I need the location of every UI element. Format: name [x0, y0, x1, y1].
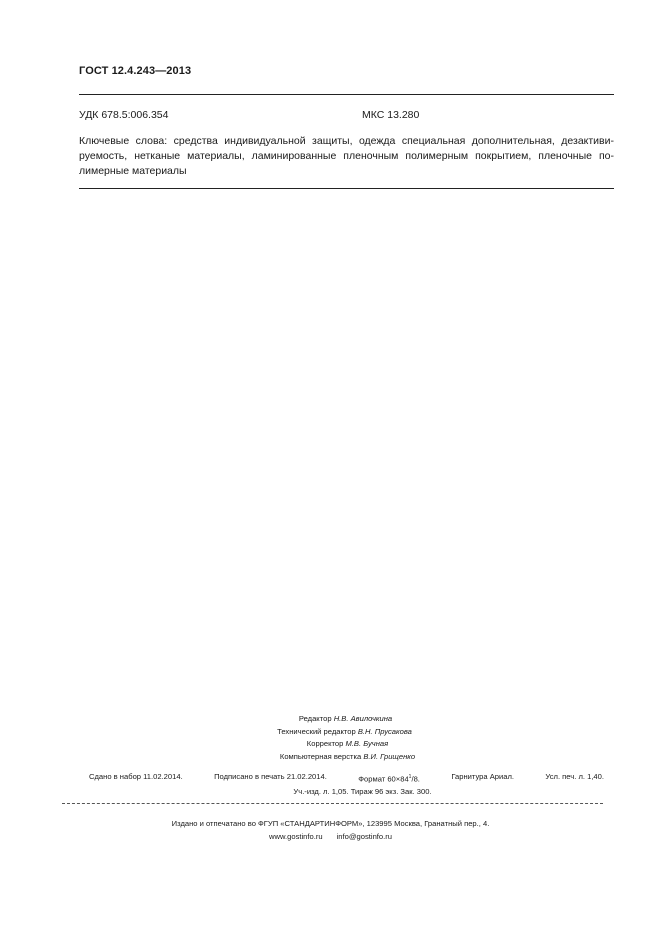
- standard-number: ГОСТ 12.4.243—2013: [79, 65, 192, 77]
- signed-date: Подписано в печать 21.02.2014.: [214, 772, 327, 781]
- typeface: Гарнитура Ариал.: [451, 772, 515, 781]
- keywords-line-1: Ключевые слова: средства индивидуальной защиты, одежда специальная дополнительная, дезактиви-: [79, 135, 614, 147]
- keywords-block: [79, 134, 614, 179]
- credit-editor-label: Редактор: [298, 714, 332, 723]
- top-divider: [79, 94, 614, 95]
- credit-editor: [0, 713, 661, 726]
- credit-proofreader: [0, 738, 661, 751]
- credits-block: [0, 713, 661, 763]
- credit-tech-editor: [0, 726, 661, 739]
- print-info-row-2: Уч.-изд. л. 1,05. Тираж 96 экз. Зак. 300.: [293, 787, 432, 797]
- credit-layout-label: Компьютерная верстка: [279, 751, 362, 761]
- credit-proofreader-label: Корректор: [306, 739, 344, 748]
- paper-format-suffix: /8.: [411, 774, 420, 784]
- credit-proofreader-name: М.В. Бучная: [345, 739, 389, 748]
- credit-editor-name: Н.В. Авилочкина: [333, 714, 393, 723]
- keywords-line-2: руемость, нетканые материалы, ламинированные пленочным полимерным покрытием, пленочные по-: [79, 150, 614, 162]
- publisher-block: [0, 818, 661, 843]
- paper-format: [358, 771, 420, 786]
- submitted-date: Сдано в набор 11.02.2014.: [89, 772, 183, 781]
- bottom-divider: [79, 188, 614, 189]
- udk-code: УДК 678.5:006.354: [79, 109, 169, 121]
- printed-sheets: Усл. печ. л. 1,40.: [545, 772, 604, 781]
- print-info-row-1: [89, 771, 604, 786]
- dashed-divider: [62, 803, 603, 804]
- paper-format-fraction: 1: [408, 774, 412, 780]
- credit-tech-editor-name: В.Н. Прусакова: [357, 726, 412, 736]
- credit-layout-name: В.И. Грищенко: [363, 751, 416, 761]
- publisher-email[interactable]: info@gostinfo.ru: [336, 831, 393, 841]
- print-info-block: [89, 771, 604, 799]
- credit-layout: [0, 751, 661, 764]
- publisher-line: Издано и отпечатано во ФГУП «СТАНДАРТИНФОРМ», 123995 Москва, Гранатный пер., 4.: [171, 819, 490, 828]
- keywords-line-3: лимерные материалы: [79, 165, 187, 177]
- publisher-website[interactable]: www.gostinfo.ru: [268, 831, 323, 841]
- mks-code: МКС 13.280: [362, 109, 420, 121]
- paper-format-prefix: Формат 60×84: [358, 774, 409, 784]
- credit-tech-editor-label: Технический редактор: [277, 726, 356, 736]
- publisher-contacts: [0, 831, 661, 844]
